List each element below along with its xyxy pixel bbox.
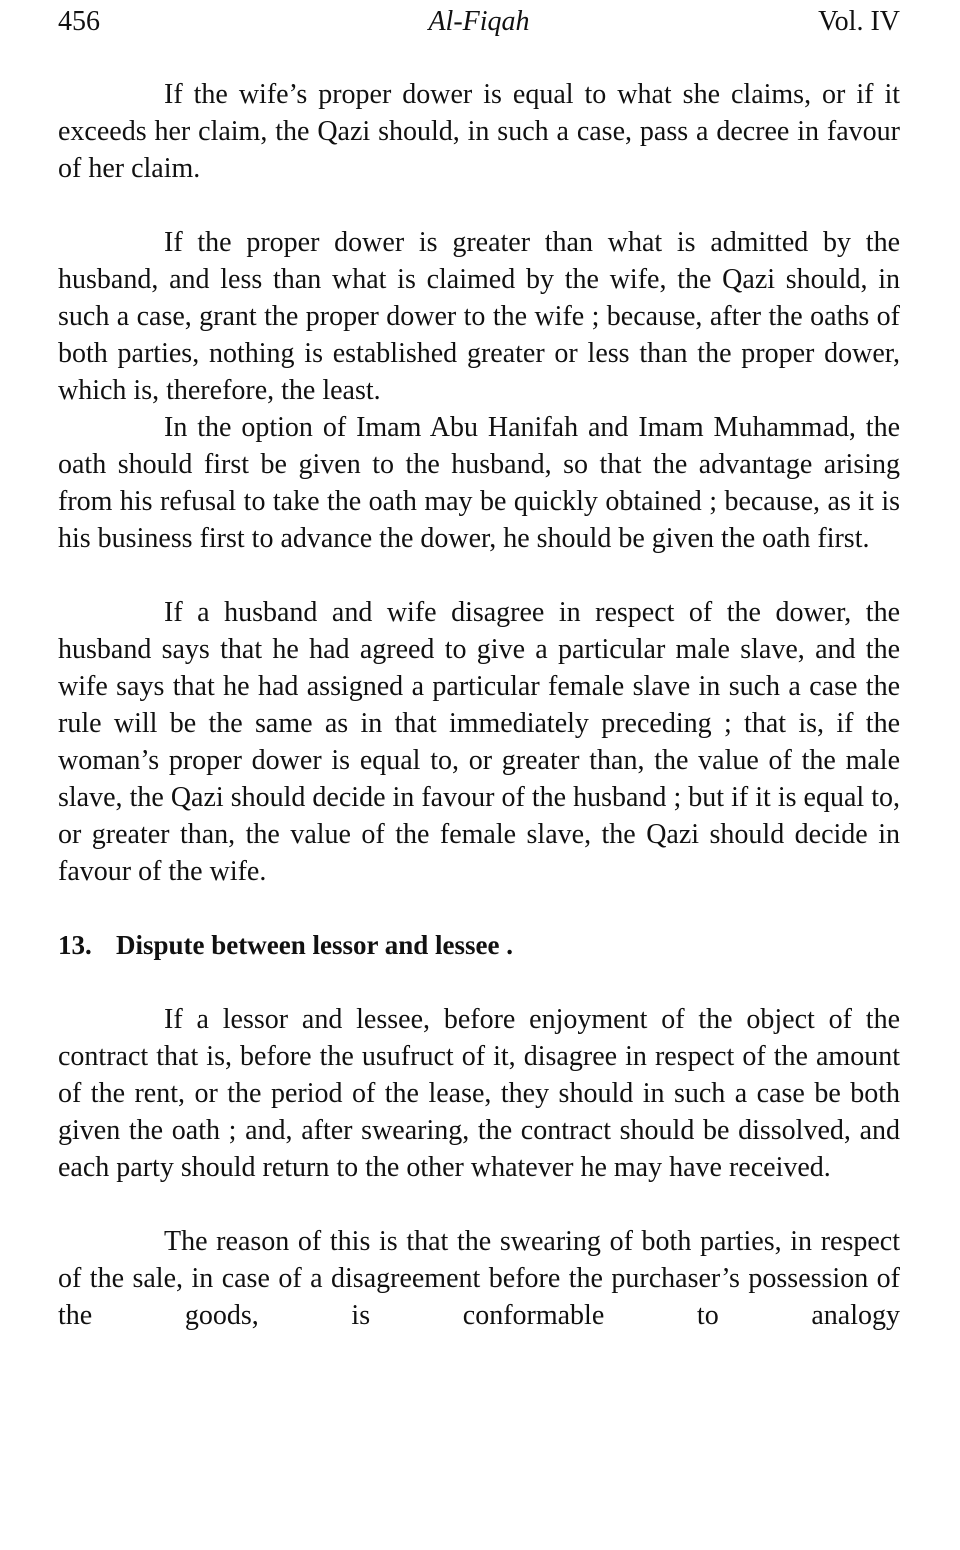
paragraph-proper-dower-greater: If the proper dower is greater than what is admitted by the husband, and less than what is claimed by the wife, the Qazi should, in such a case, grant the proper dower to the wife ; because, after the oaths of both parties, nothing is established greater or less than the proper dower, which is, therefore, the least. [58, 227, 900, 406]
paragraph-lessor-lessee: If a lessor and lessee, before enjoyment of the object of the contract that is, before the usufruct of it, disagree in respect of the amount of the rent, or the period of the lease, they should in such a case be both given the oath ; and, after swearing, the contract should be dissolved, and each party should return to the other whatever he may have received. [58, 1004, 900, 1183]
section-heading [58, 927, 900, 964]
section-number: 13. [58, 930, 92, 960]
paragraph-slave-dower: If a husband and wife disagree in respect of the dower, the husband says that he had agreed to give a particular male slave, and the wife says that he had assigned a particular female slave in such a case the rule will be the same as in that immediately preceding ; that is, if the woman’s proper dower is equal to, or greater than, the value of the male slave, the Qazi should decide in favour of the husband ; but if it is equal to, or greater than, the value of the female slave, the Qazi should decide in favour of the wife. [58, 597, 900, 887]
body-text [58, 76, 900, 1334]
volume-label: Vol. IV [818, 6, 900, 37]
running-head [58, 2, 900, 42]
paragraph-imam-opinion: In the option of Imam Abu Hanifah and Imam Muhammad, the oath should first be given to the husband, so that the advantage arising from his refusal to take the oath may be quickly obtained ; because, as it is his business first to advance the dower, he should be given the oath first. [58, 412, 900, 554]
paragraph-proper-dower-equal: If the wife’s proper dower is equal to what she claims, or if it exceeds her claim, the Qazi should, in such a case, pass a decree in favour of her claim. [58, 79, 900, 184]
section-title: Dispute between lessor and lessee . [116, 930, 513, 960]
page-number: 456 [58, 6, 100, 37]
book-title: Al-Fiqah [428, 6, 530, 37]
paragraph-reason: The reason of this is that the swearing of both parties, in respect of the sale, in case of a disagreement before the purchaser’s possession of the goods, is conformable to analogy [58, 1226, 900, 1331]
